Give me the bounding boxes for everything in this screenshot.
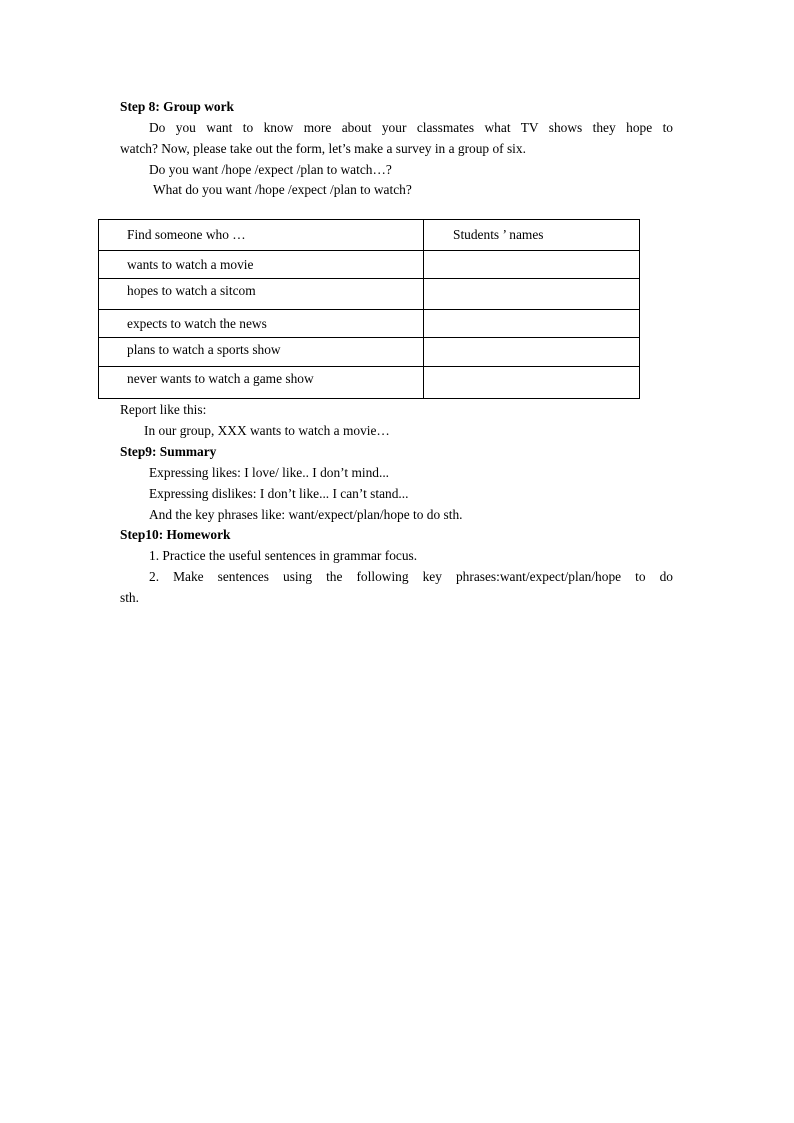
table-header-find: Find someone who …	[99, 220, 424, 251]
step8-paragraph-line1: Do you want to know more about your classmates what TV shows they hope to	[149, 120, 673, 135]
table-cell-prompt: expects to watch the news	[99, 310, 424, 338]
table-cell-name	[424, 338, 640, 367]
table-cell-prompt: wants to watch a movie	[99, 251, 424, 279]
table-row	[99, 338, 640, 367]
step8-heading: Step 8: Group work	[120, 99, 234, 114]
table-cell-name	[424, 251, 640, 279]
table-cell-name	[424, 367, 640, 399]
step9-likes: Expressing likes: I love/ like.. I don’t mind...	[149, 465, 390, 480]
report-example: In our group, XXX wants to watch a movie…	[144, 423, 390, 438]
table-row	[99, 367, 640, 399]
table-cell-prompt: plans to watch a sports show	[99, 338, 424, 367]
step10-item2-line1: 2. Make sentences using the following key phrases:want/expect/plan/hope to do	[149, 569, 673, 584]
table-row	[99, 279, 640, 310]
table-header-names: Students ’ names	[424, 220, 640, 251]
step8-question-2: What do you want /hope /expect /plan to watch?	[153, 182, 412, 197]
step9-heading: Step9: Summary	[120, 444, 217, 459]
table-row	[99, 251, 640, 279]
survey-table	[98, 219, 640, 399]
table-cell-name	[424, 279, 640, 310]
table-cell-prompt: hopes to watch a sitcom	[99, 279, 424, 310]
table-row	[99, 310, 640, 338]
table-cell-prompt: never wants to watch a game show	[99, 367, 424, 399]
step8-paragraph-line2: watch? Now, please take out the form, let’s make a survey in a group of six.	[120, 141, 526, 156]
step10-heading: Step10: Homework	[120, 527, 231, 542]
step10-item1: 1. Practice the useful sentences in grammar focus.	[149, 548, 418, 563]
step9-key-phrases: And the key phrases like: want/expect/plan/hope to do sth.	[149, 507, 463, 522]
table-cell-name	[424, 310, 640, 338]
step8-question-1: Do you want /hope /expect /plan to watch…?	[149, 162, 392, 177]
report-label: Report like this:	[120, 402, 207, 417]
step10-item2-line2: sth.	[120, 590, 139, 605]
step9-dislikes: Expressing dislikes: I don’t like... I can’t stand...	[149, 486, 409, 501]
table-header-row	[99, 220, 640, 251]
